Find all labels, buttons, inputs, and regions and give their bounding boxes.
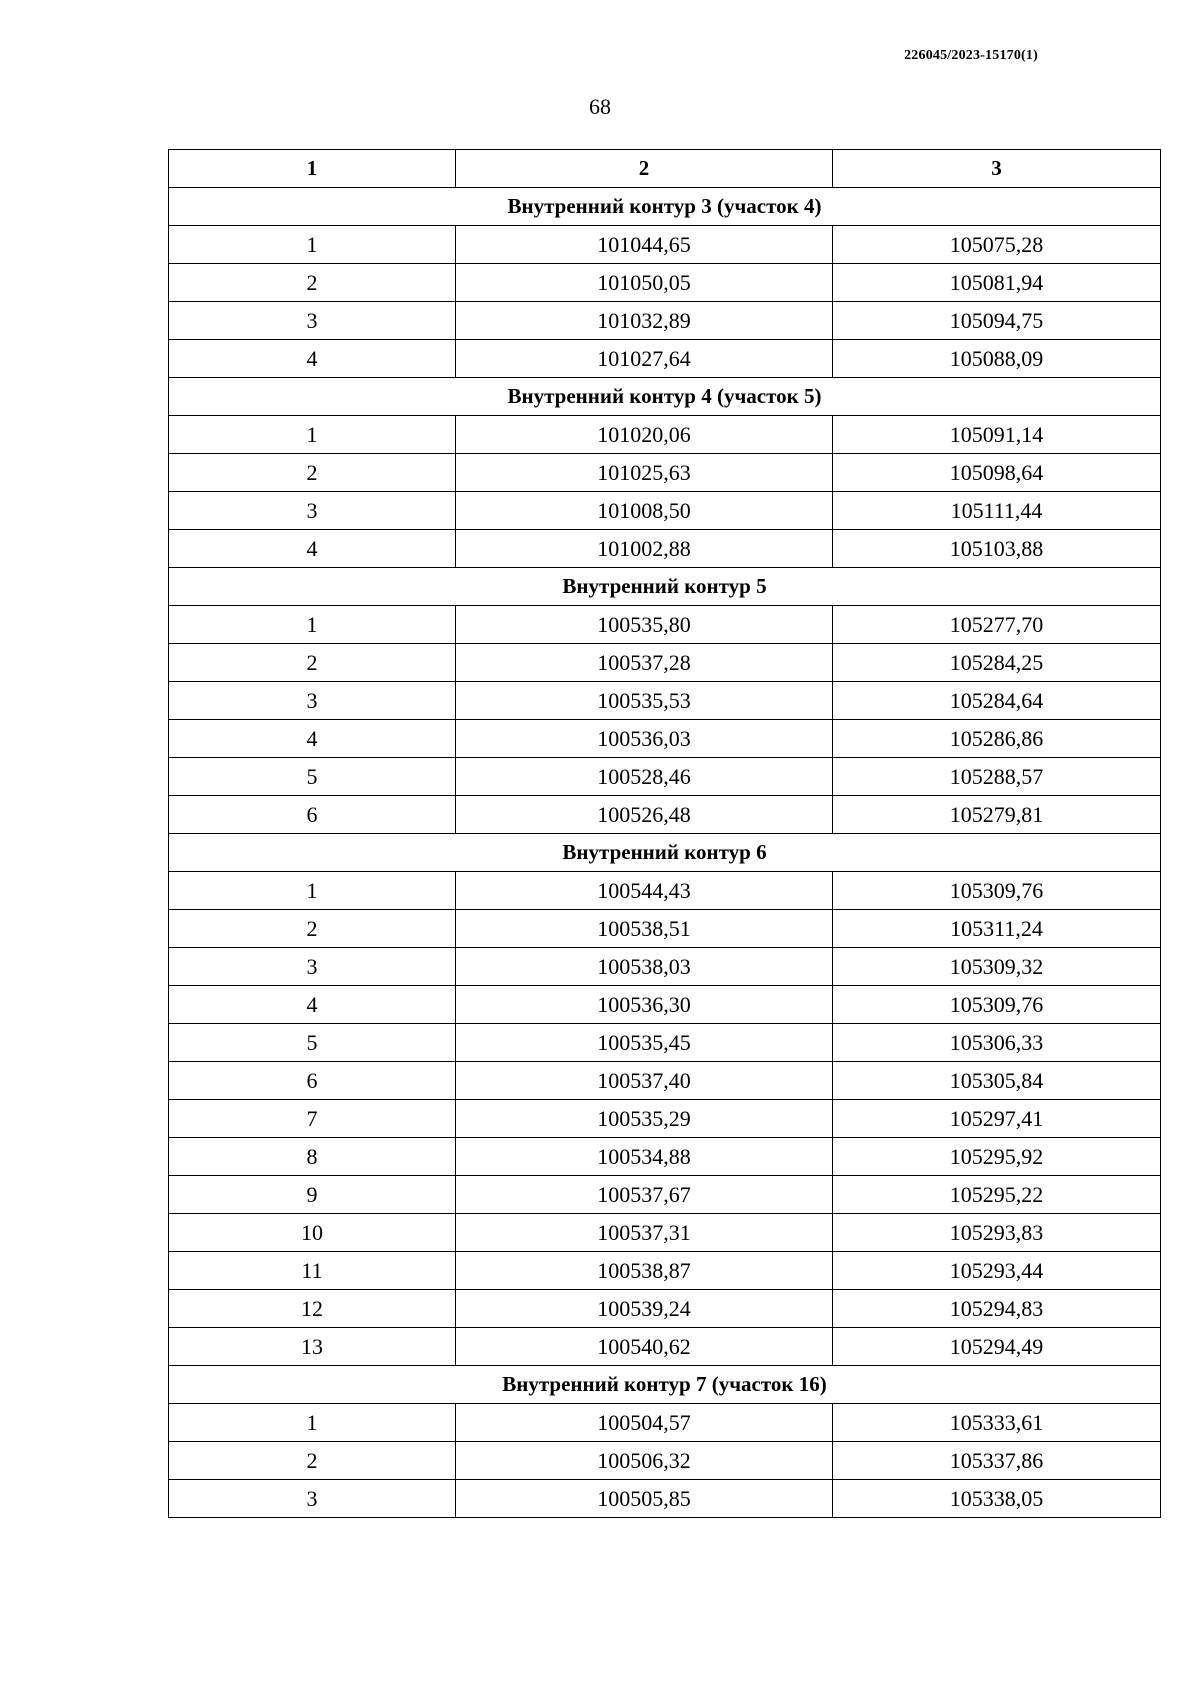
coordinate-x-cell: 100539,24 (456, 1290, 833, 1328)
section-header-row (169, 188, 1161, 226)
document-id: 226045/2023-15170(1) (904, 48, 1038, 63)
section-title: Внутренний контур 7 (участок 16) (169, 1366, 1161, 1404)
point-number-cell: 6 (169, 1062, 456, 1100)
coordinate-x-cell: 100505,85 (456, 1480, 833, 1518)
table-row (169, 1480, 1161, 1518)
point-number-cell: 11 (169, 1252, 456, 1290)
point-number-cell: 3 (169, 948, 456, 986)
coordinate-y-cell: 105279,81 (833, 796, 1161, 834)
coordinate-x-cell: 100506,32 (456, 1442, 833, 1480)
coordinate-y-cell: 105311,24 (833, 910, 1161, 948)
table-row (169, 340, 1161, 378)
coordinate-x-cell: 100537,67 (456, 1176, 833, 1214)
coordinate-x-cell: 100534,88 (456, 1138, 833, 1176)
section-title: Внутренний контур 5 (169, 568, 1161, 606)
point-number-cell: 2 (169, 1442, 456, 1480)
section-header-row (169, 568, 1161, 606)
table-row (169, 226, 1161, 264)
coordinate-x-cell: 100528,46 (456, 758, 833, 796)
table-row (169, 910, 1161, 948)
table-row (169, 454, 1161, 492)
coordinate-y-cell: 105103,88 (833, 530, 1161, 568)
column-header-1: 1 (169, 150, 456, 188)
table-row (169, 1062, 1161, 1100)
point-number-cell: 2 (169, 264, 456, 302)
point-number-cell: 1 (169, 416, 456, 454)
coordinate-y-cell: 105293,44 (833, 1252, 1161, 1290)
coordinate-x-cell: 101020,06 (456, 416, 833, 454)
point-number-cell: 2 (169, 644, 456, 682)
table-row (169, 1252, 1161, 1290)
coordinate-y-cell: 105309,76 (833, 872, 1161, 910)
coordinate-y-cell: 105111,44 (833, 492, 1161, 530)
table-row (169, 606, 1161, 644)
table-row (169, 1100, 1161, 1138)
table-row (169, 1176, 1161, 1214)
coordinate-y-cell: 105081,94 (833, 264, 1161, 302)
table-row (169, 302, 1161, 340)
coordinate-y-cell: 105294,83 (833, 1290, 1161, 1328)
section-title: Внутренний контур 4 (участок 5) (169, 378, 1161, 416)
coordinate-x-cell: 101050,05 (456, 264, 833, 302)
coordinate-y-cell: 105284,64 (833, 682, 1161, 720)
section-title: Внутренний контур 3 (участок 4) (169, 188, 1161, 226)
coordinate-y-cell: 105295,92 (833, 1138, 1161, 1176)
coordinates-table (168, 149, 1161, 1518)
section-title: Внутренний контур 6 (169, 834, 1161, 872)
coordinate-y-cell: 105284,25 (833, 644, 1161, 682)
column-header-3: 3 (833, 150, 1161, 188)
coordinate-y-cell: 105306,33 (833, 1024, 1161, 1062)
coordinate-y-cell: 105091,14 (833, 416, 1161, 454)
table-row (169, 1024, 1161, 1062)
coordinate-x-cell: 100536,03 (456, 720, 833, 758)
coordinate-y-cell: 105088,09 (833, 340, 1161, 378)
coordinate-x-cell: 100544,43 (456, 872, 833, 910)
table-row (169, 1442, 1161, 1480)
section-header-row (169, 1366, 1161, 1404)
point-number-cell: 3 (169, 302, 456, 340)
table-row (169, 1290, 1161, 1328)
table-row (169, 986, 1161, 1024)
table-body (169, 188, 1161, 1518)
point-number-cell: 12 (169, 1290, 456, 1328)
coordinate-y-cell: 105338,05 (833, 1480, 1161, 1518)
section-header-row (169, 378, 1161, 416)
point-number-cell: 4 (169, 986, 456, 1024)
coordinate-y-cell: 105286,86 (833, 720, 1161, 758)
point-number-cell: 3 (169, 682, 456, 720)
point-number-cell: 1 (169, 226, 456, 264)
coordinate-x-cell: 100538,03 (456, 948, 833, 986)
point-number-cell: 10 (169, 1214, 456, 1252)
table-row (169, 1328, 1161, 1366)
coordinate-y-cell: 105294,49 (833, 1328, 1161, 1366)
coordinate-x-cell: 100538,87 (456, 1252, 833, 1290)
coordinate-y-cell: 105288,57 (833, 758, 1161, 796)
coordinate-x-cell: 100535,29 (456, 1100, 833, 1138)
point-number-cell: 7 (169, 1100, 456, 1138)
coordinate-x-cell: 101025,63 (456, 454, 833, 492)
coordinate-x-cell: 100538,51 (456, 910, 833, 948)
point-number-cell: 4 (169, 530, 456, 568)
coordinate-x-cell: 101002,88 (456, 530, 833, 568)
coordinate-x-cell: 100537,31 (456, 1214, 833, 1252)
table-row (169, 872, 1161, 910)
point-number-cell: 3 (169, 1480, 456, 1518)
section-header-row (169, 834, 1161, 872)
coordinate-y-cell: 105295,22 (833, 1176, 1161, 1214)
coordinate-y-cell: 105277,70 (833, 606, 1161, 644)
coordinate-x-cell: 100535,80 (456, 606, 833, 644)
table-row (169, 644, 1161, 682)
coordinate-x-cell: 100536,30 (456, 986, 833, 1024)
coordinate-y-cell: 105293,83 (833, 1214, 1161, 1252)
point-number-cell: 2 (169, 454, 456, 492)
point-number-cell: 4 (169, 720, 456, 758)
coordinate-y-cell: 105337,86 (833, 1442, 1161, 1480)
table-row (169, 720, 1161, 758)
point-number-cell: 1 (169, 1404, 456, 1442)
coordinate-x-cell: 101032,89 (456, 302, 833, 340)
point-number-cell: 9 (169, 1176, 456, 1214)
column-header-2: 2 (456, 150, 833, 188)
coordinate-x-cell: 100535,45 (456, 1024, 833, 1062)
point-number-cell: 4 (169, 340, 456, 378)
coordinate-x-cell: 101027,64 (456, 340, 833, 378)
point-number-cell: 6 (169, 796, 456, 834)
table-row (169, 264, 1161, 302)
point-number-cell: 5 (169, 1024, 456, 1062)
coordinate-y-cell: 105309,32 (833, 948, 1161, 986)
coordinate-x-cell: 101044,65 (456, 226, 833, 264)
coordinate-y-cell: 105333,61 (833, 1404, 1161, 1442)
coordinate-x-cell: 100540,62 (456, 1328, 833, 1366)
coordinate-y-cell: 105098,64 (833, 454, 1161, 492)
table-row (169, 492, 1161, 530)
coordinate-x-cell: 100535,53 (456, 682, 833, 720)
page-number: 68 (589, 94, 611, 119)
coordinate-y-cell: 105094,75 (833, 302, 1161, 340)
point-number-cell: 13 (169, 1328, 456, 1366)
table-row (169, 1404, 1161, 1442)
point-number-cell: 2 (169, 910, 456, 948)
coordinate-x-cell: 101008,50 (456, 492, 833, 530)
coordinate-y-cell: 105305,84 (833, 1062, 1161, 1100)
point-number-cell: 1 (169, 606, 456, 644)
table-row (169, 948, 1161, 986)
coordinate-x-cell: 100526,48 (456, 796, 833, 834)
coordinate-x-cell: 100504,57 (456, 1404, 833, 1442)
coordinate-y-cell: 105075,28 (833, 226, 1161, 264)
coordinate-y-cell: 105309,76 (833, 986, 1161, 1024)
table-row (169, 416, 1161, 454)
table-row (169, 682, 1161, 720)
table-row (169, 530, 1161, 568)
table-row (169, 1138, 1161, 1176)
point-number-cell: 5 (169, 758, 456, 796)
table-header-row (169, 150, 1161, 188)
table-row (169, 796, 1161, 834)
table-row (169, 1214, 1161, 1252)
coordinate-x-cell: 100537,28 (456, 644, 833, 682)
point-number-cell: 1 (169, 872, 456, 910)
point-number-cell: 8 (169, 1138, 456, 1176)
coordinate-x-cell: 100537,40 (456, 1062, 833, 1100)
point-number-cell: 3 (169, 492, 456, 530)
table-row (169, 758, 1161, 796)
coordinate-y-cell: 105297,41 (833, 1100, 1161, 1138)
